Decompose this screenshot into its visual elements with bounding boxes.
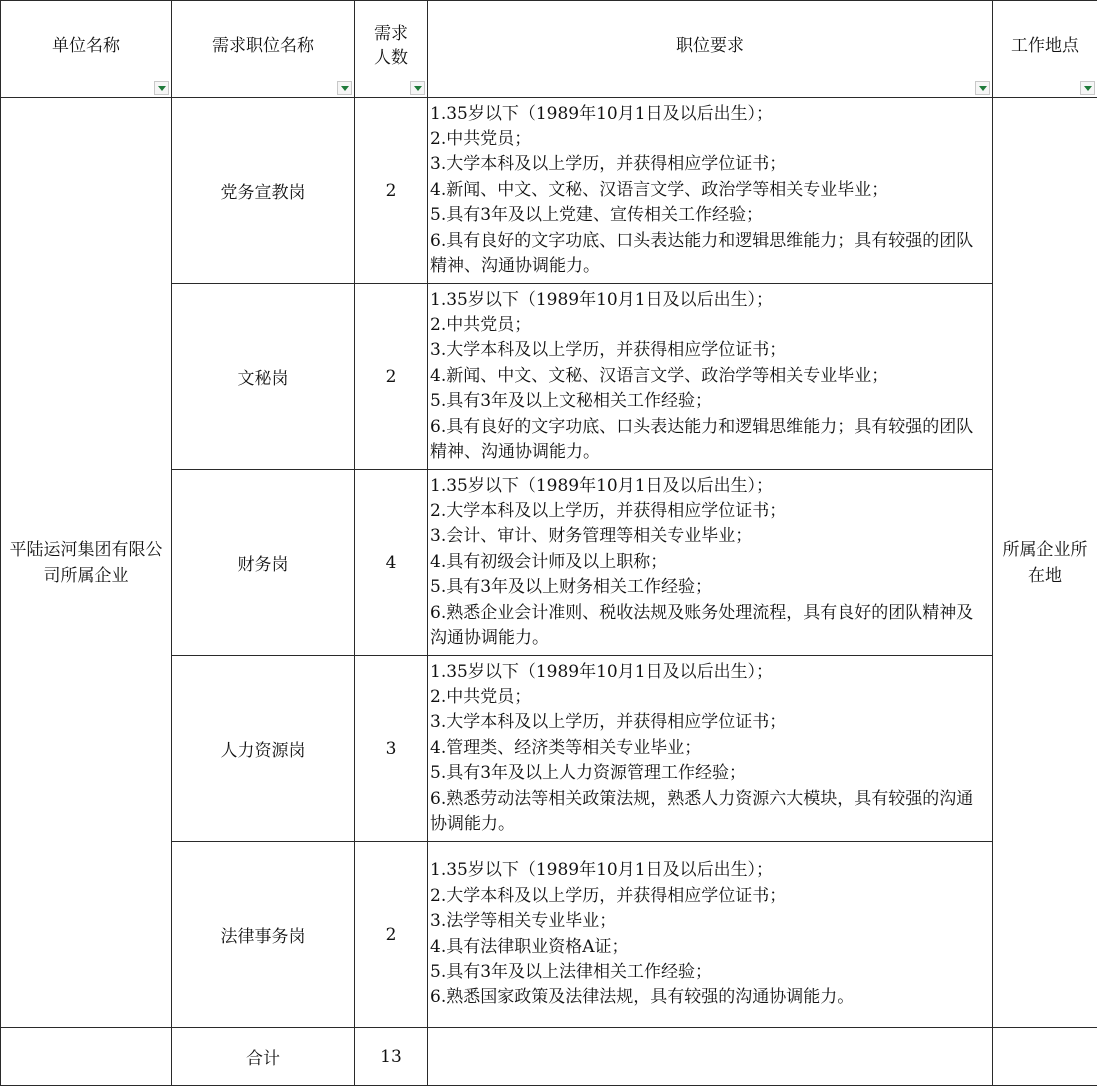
- header-count-label: [355, 22, 427, 76]
- header-unit: [1, 1, 172, 98]
- total-empty-location-cell[interactable]: [993, 1028, 1097, 1086]
- total-count-cell[interactable]: 13: [355, 1028, 428, 1086]
- requirement-line: 2.大学本科及以上学历，并获得相应学位证书；: [430, 499, 988, 524]
- header-count-line2: 人数: [374, 48, 408, 68]
- requirement-line: 5.具有3年及以上党建、宣传相关工作经验；: [430, 203, 988, 228]
- position-count-cell[interactable]: 3: [355, 656, 428, 842]
- header-location: [993, 1, 1097, 98]
- requirement-line: 1.35岁以下（1989年10月1日及以后出生）；: [430, 474, 988, 499]
- requirement-line: 6.熟悉劳动法等相关政策法规，熟悉人力资源六大模块，具有较强的沟通协调能力。: [430, 787, 988, 838]
- requirement-line: 4.新闻、中文、文秘、汉语言文学、政治学等相关专业毕业；: [430, 364, 988, 389]
- requirement-line: 2.大学本科及以上学历，并获得相应学位证书；: [430, 884, 988, 909]
- header-requirements-label: 职位要求: [428, 34, 992, 64]
- requirement-line: 1.35岁以下（1989年10月1日及以后出生）；: [430, 858, 988, 883]
- total-label-cell[interactable]: 合计: [172, 1028, 355, 1086]
- header-position: [172, 1, 355, 98]
- header-unit-label: 单位名称: [1, 34, 171, 64]
- requirement-line: 5.具有3年及以上财务相关工作经验；: [430, 575, 988, 600]
- position-name-cell[interactable]: 文秘岗: [172, 284, 355, 470]
- total-empty-requirements-cell[interactable]: [428, 1028, 993, 1086]
- header-count: [355, 1, 428, 98]
- requirement-line: 5.具有3年及以上法律相关工作经验；: [430, 960, 988, 985]
- position-count-cell[interactable]: 2: [355, 842, 428, 1028]
- header-requirements: [428, 1, 993, 98]
- requirement-line: 4.管理类、经济类等相关专业毕业；: [430, 736, 988, 761]
- requirement-line: 5.具有3年及以上人力资源管理工作经验；: [430, 761, 988, 786]
- requirement-line: 3.大学本科及以上学历，并获得相应学位证书；: [430, 152, 988, 177]
- requirement-line: 3.会计、审计、财务管理等相关专业毕业；: [430, 524, 988, 549]
- position-name-cell[interactable]: 财务岗: [172, 470, 355, 656]
- position-name-cell[interactable]: 法律事务岗: [172, 842, 355, 1028]
- requirements-cell[interactable]: [428, 656, 993, 842]
- requirement-line: 2.中共党员；: [430, 127, 988, 152]
- position-count-cell[interactable]: 2: [355, 98, 428, 284]
- position-count-cell[interactable]: 4: [355, 470, 428, 656]
- total-row: [1, 1028, 1097, 1086]
- filter-dropdown-icon[interactable]: [154, 81, 169, 95]
- total-empty-unit-cell[interactable]: [1, 1028, 172, 1086]
- header-row: [1, 1, 1097, 98]
- requirement-line: 2.中共党员；: [430, 685, 988, 710]
- filter-dropdown-icon[interactable]: [1080, 81, 1095, 95]
- requirement-line: 3.大学本科及以上学历，并获得相应学位证书；: [430, 338, 988, 363]
- position-name-cell[interactable]: 党务宣教岗: [172, 98, 355, 284]
- requirement-line: 6.熟悉企业会计准则、税收法规及账务处理流程，具有良好的团队精神及沟通协调能力。: [430, 601, 988, 652]
- requirement-line: 4.具有法律职业资格A证；: [430, 935, 988, 960]
- requirement-line: 5.具有3年及以上文秘相关工作经验；: [430, 389, 988, 414]
- table-row: [1, 98, 1097, 284]
- filter-dropdown-icon[interactable]: [410, 81, 425, 95]
- requirements-cell[interactable]: [428, 470, 993, 656]
- requirement-line: 1.35岁以下（1989年10月1日及以后出生）；: [430, 288, 988, 313]
- requirement-line: 6.具有良好的文字功底、口头表达能力和逻辑思维能力；具有较强的团队精神、沟通协调能力。: [430, 415, 988, 466]
- requirement-line: 3.大学本科及以上学历，并获得相应学位证书；: [430, 710, 988, 735]
- requirement-line: 1.35岁以下（1989年10月1日及以后出生）；: [430, 102, 988, 127]
- requirements-cell[interactable]: [428, 98, 993, 284]
- requirement-line: 4.具有初级会计师及以上职称；: [430, 550, 988, 575]
- requirement-line: 6.具有良好的文字功底、口头表达能力和逻辑思维能力；具有较强的团队精神、沟通协调能力。: [430, 229, 988, 280]
- requirements-cell[interactable]: [428, 842, 993, 1028]
- unit-name-cell[interactable]: 平陆运河集团有限公司所属企业: [1, 98, 172, 1028]
- requirement-line: 6.熟悉国家政策及法律法规，具有较强的沟通协调能力。: [430, 985, 988, 1010]
- requirements-cell[interactable]: [428, 284, 993, 470]
- header-count-line1: 需求: [374, 24, 408, 44]
- position-name-cell[interactable]: 人力资源岗: [172, 656, 355, 842]
- filter-dropdown-icon[interactable]: [337, 81, 352, 95]
- requirement-line: 4.新闻、中文、文秘、汉语言文学、政治学等相关专业毕业；: [430, 178, 988, 203]
- requirement-line: 1.35岁以下（1989年10月1日及以后出生）；: [430, 660, 988, 685]
- position-count-cell[interactable]: 2: [355, 284, 428, 470]
- filter-dropdown-icon[interactable]: [975, 81, 990, 95]
- header-position-label: 需求职位名称: [172, 34, 354, 64]
- location-cell[interactable]: 所属企业所在地: [993, 98, 1097, 1028]
- requirement-line: 3.法学等相关专业毕业；: [430, 909, 988, 934]
- header-location-label: 工作地点: [993, 34, 1097, 64]
- requirement-line: 2.中共党员；: [430, 313, 988, 338]
